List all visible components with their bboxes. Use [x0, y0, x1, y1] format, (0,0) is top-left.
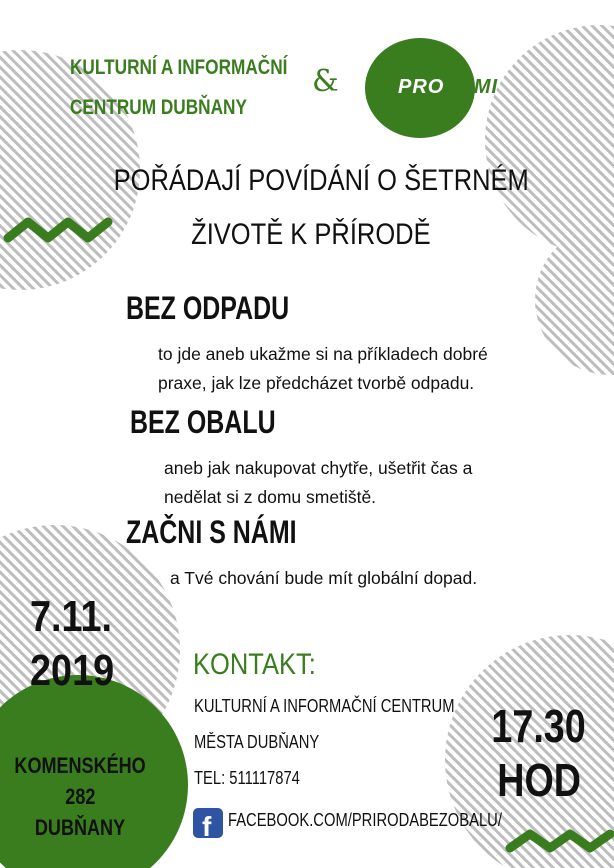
contact-organization: KULTURNÍ A INFORMAČNÍ CENTRUM [194, 696, 455, 716]
contact-organization-city: MĚSTA DUBŇANY [194, 732, 320, 752]
section-title-bez-odpadu: BEZ ODPADU [126, 290, 290, 326]
logo-pro: PRO [398, 76, 445, 98]
section-title-zacni-s-nami: ZAČNI S NÁMI [126, 514, 297, 550]
facebook-link[interactable]: FACEBOOK.COM/PRIRODABEZOBALU/ [228, 810, 502, 830]
ampersand: & [312, 64, 339, 99]
address-city: DUBŇANY [34, 815, 126, 840]
address-street: KOMENSKÉHO [14, 753, 146, 778]
section-text: praxe, jak lze předcházet tvorbě odpadu. [158, 373, 475, 393]
event-date-day: 7.11. [30, 592, 113, 641]
contact-heading: KONTAKT: [193, 648, 316, 681]
facebook-icon: f [193, 808, 223, 838]
logo-zemi: ZEMI [446, 76, 499, 98]
organizer-name [70, 48, 288, 128]
organizer-line-2: CENTRUM DUBŇANY [70, 96, 247, 119]
event-date-year: 2019 [30, 646, 115, 695]
section-text: a Tvé chování bude mít globální dopad. [170, 568, 478, 588]
headline-line-2: ŽIVOTĚ K PŘÍRODĚ [191, 218, 431, 251]
section-text: aneb jak nakupovat chytře, ušetřit čas a [164, 458, 473, 478]
event-time: 17.30 [491, 700, 587, 752]
section-text: to jde aneb ukažme si na příkladech dobré [158, 344, 488, 364]
event-time-unit: HOD [497, 754, 581, 806]
contact-phone[interactable]: TEL: 511117874 [194, 768, 300, 788]
address-number: 282 [64, 784, 96, 809]
prozemi-logo-text [398, 76, 498, 99]
section-text: nedělat si z domu smetiště. [164, 487, 377, 507]
headline-line-1: POŘÁDAJÍ POVÍDÁNÍ O ŠETRNÉM [113, 164, 529, 197]
section-title-bez-obalu: BEZ OBALU [130, 404, 276, 440]
organizer-line-1: KULTURNÍ A INFORMAČNÍ [70, 56, 288, 79]
